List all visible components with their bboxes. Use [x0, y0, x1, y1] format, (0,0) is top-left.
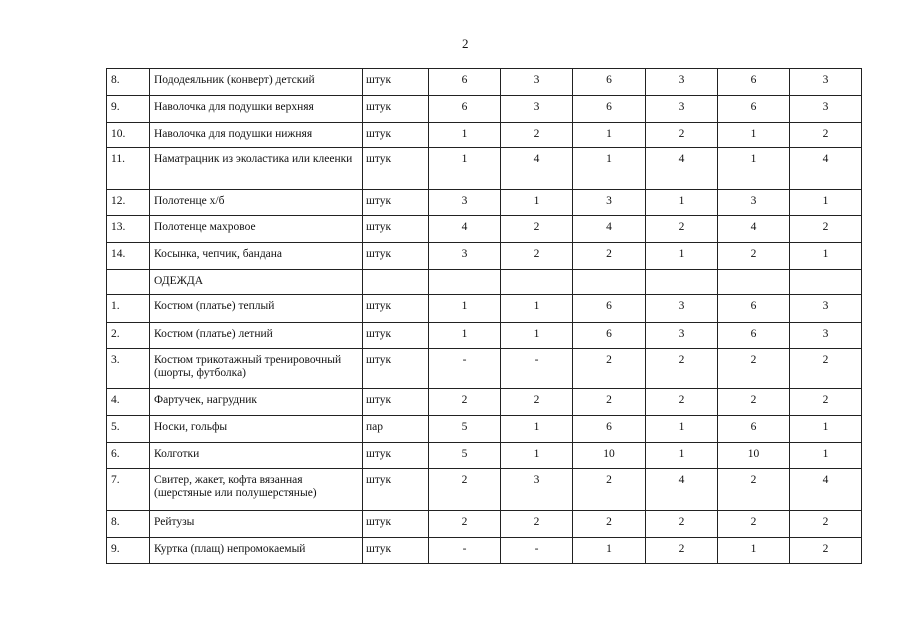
quantity-cell: 1 — [790, 416, 862, 443]
row-number: 1. — [107, 295, 150, 323]
table-row — [107, 416, 862, 443]
quantity-cell: 6 — [718, 416, 790, 443]
quantity-cell: 4 — [501, 148, 573, 190]
row-number — [107, 270, 150, 295]
quantity-cell: 1 — [646, 190, 718, 216]
quantity-cell: 4 — [646, 148, 718, 190]
unit-of-measure: штук — [363, 511, 429, 538]
item-name: Носки, гольфы — [150, 416, 363, 443]
row-number: 8. — [107, 511, 150, 538]
quantity-cell: 1 — [501, 443, 573, 469]
item-name: Костюм (платье) летний — [150, 323, 363, 349]
unit-of-measure — [363, 270, 429, 295]
item-name: ОДЕЖДА — [150, 270, 363, 295]
quantity-cell: 1 — [429, 123, 501, 148]
quantity-cell: 3 — [718, 190, 790, 216]
row-number: 13. — [107, 216, 150, 243]
quantity-cell: 4 — [573, 216, 646, 243]
unit-of-measure: штук — [363, 443, 429, 469]
unit-of-measure: штук — [363, 69, 429, 96]
quantity-cell: 1 — [429, 323, 501, 349]
row-number: 3. — [107, 349, 150, 389]
quantity-cell: 1 — [790, 243, 862, 270]
quantity-cell: 2 — [646, 123, 718, 148]
quantity-cell: 10 — [718, 443, 790, 469]
quantity-cell: 3 — [790, 295, 862, 323]
unit-of-measure: штук — [363, 216, 429, 243]
quantity-cell: 2 — [501, 389, 573, 416]
quantity-cell — [429, 270, 501, 295]
item-name: Свитер, жакет, кофта вязанная (шерстяные или полушерстяные) — [150, 469, 363, 511]
quantity-cell: 3 — [646, 96, 718, 123]
table-row — [107, 96, 862, 123]
table-row — [107, 511, 862, 538]
unit-of-measure: штук — [363, 469, 429, 511]
quantity-cell: 6 — [573, 96, 646, 123]
quantity-cell — [718, 270, 790, 295]
quantity-cell: 6 — [429, 96, 501, 123]
unit-of-measure: штук — [363, 123, 429, 148]
quantity-cell: - — [429, 538, 501, 564]
unit-of-measure: пар — [363, 416, 429, 443]
quantity-cell: 1 — [573, 538, 646, 564]
quantity-cell: 1 — [718, 148, 790, 190]
quantity-cell: 2 — [790, 538, 862, 564]
quantity-cell: 6 — [718, 69, 790, 96]
item-name: Полотенце махровое — [150, 216, 363, 243]
quantity-cell: 6 — [718, 295, 790, 323]
quantity-cell: 10 — [573, 443, 646, 469]
quantity-cell: 6 — [573, 69, 646, 96]
item-name: Колготки — [150, 443, 363, 469]
quantity-cell: 2 — [501, 243, 573, 270]
quantity-cell: 3 — [429, 243, 501, 270]
quantity-cell: 2 — [646, 216, 718, 243]
quantity-cell — [501, 270, 573, 295]
quantity-cell: 2 — [790, 349, 862, 389]
unit-of-measure: штук — [363, 538, 429, 564]
quantity-cell — [790, 270, 862, 295]
row-number: 7. — [107, 469, 150, 511]
unit-of-measure: штук — [363, 243, 429, 270]
unit-of-measure: штук — [363, 148, 429, 190]
unit-of-measure: штук — [363, 96, 429, 123]
quantity-cell: 2 — [718, 511, 790, 538]
quantity-cell: 2 — [646, 389, 718, 416]
item-name: Полотенце х/б — [150, 190, 363, 216]
quantity-cell: 2 — [429, 469, 501, 511]
quantity-cell: 2 — [501, 511, 573, 538]
quantity-cell: 2 — [790, 216, 862, 243]
quantity-cell — [573, 270, 646, 295]
quantity-cell: 1 — [429, 295, 501, 323]
quantity-cell: 2 — [573, 389, 646, 416]
table-row — [107, 389, 862, 416]
quantity-cell — [646, 270, 718, 295]
unit-of-measure: штук — [363, 389, 429, 416]
quantity-cell: 2 — [501, 123, 573, 148]
quantity-cell: 4 — [429, 216, 501, 243]
quantity-cell: 3 — [501, 69, 573, 96]
table-row — [107, 69, 862, 96]
table-row — [107, 323, 862, 349]
table-row — [107, 123, 862, 148]
quantity-cell: 2 — [573, 511, 646, 538]
quantity-cell: 6 — [718, 96, 790, 123]
table-row — [107, 243, 862, 270]
quantity-cell: - — [501, 349, 573, 389]
row-number: 9. — [107, 96, 150, 123]
table-row — [107, 190, 862, 216]
row-number: 14. — [107, 243, 150, 270]
quantity-cell: 6 — [573, 416, 646, 443]
table-row — [107, 538, 862, 564]
quantity-cell: 3 — [646, 295, 718, 323]
quantity-cell: 1 — [501, 190, 573, 216]
unit-of-measure: штук — [363, 190, 429, 216]
item-name: Наволочка для подушки нижняя — [150, 123, 363, 148]
quantity-cell: 3 — [646, 69, 718, 96]
row-number: 6. — [107, 443, 150, 469]
quantity-cell: 5 — [429, 443, 501, 469]
quantity-cell: 2 — [718, 243, 790, 270]
quantity-cell: 2 — [573, 349, 646, 389]
table-row — [107, 295, 862, 323]
quantity-cell: 2 — [573, 469, 646, 511]
row-number: 8. — [107, 69, 150, 96]
row-number: 9. — [107, 538, 150, 564]
quantity-cell: 3 — [790, 323, 862, 349]
table-row — [107, 349, 862, 389]
quantity-cell: 3 — [429, 190, 501, 216]
row-number: 2. — [107, 323, 150, 349]
quantity-cell: 1 — [501, 323, 573, 349]
item-name: Костюм трикотажный тренировочный (шорты, футболка) — [150, 349, 363, 389]
row-number: 5. — [107, 416, 150, 443]
quantity-cell: 1 — [790, 190, 862, 216]
quantity-cell: 2 — [429, 389, 501, 416]
quantity-cell: 2 — [790, 511, 862, 538]
quantity-cell: 2 — [790, 123, 862, 148]
table-row — [107, 443, 862, 469]
unit-of-measure: штук — [363, 349, 429, 389]
item-name: Наматрацник из эколастика или клеенки — [150, 148, 363, 190]
item-name: Куртка (плащ) непромокаемый — [150, 538, 363, 564]
quantity-cell: 2 — [429, 511, 501, 538]
quantity-cell: 3 — [573, 190, 646, 216]
unit-of-measure: штук — [363, 323, 429, 349]
quantity-cell: 1 — [501, 416, 573, 443]
quantity-cell: 2 — [501, 216, 573, 243]
quantity-cell: 2 — [646, 349, 718, 389]
table-body — [107, 69, 862, 564]
quantity-cell: 1 — [718, 538, 790, 564]
quantity-cell: 6 — [718, 323, 790, 349]
quantity-cell: 4 — [718, 216, 790, 243]
item-name: Пододеяльник (конверт) детский — [150, 69, 363, 96]
quantity-cell: 3 — [790, 69, 862, 96]
quantity-cell: 1 — [573, 123, 646, 148]
row-number: 10. — [107, 123, 150, 148]
quantity-cell: - — [429, 349, 501, 389]
quantity-cell: 3 — [646, 323, 718, 349]
quantity-cell: 6 — [573, 295, 646, 323]
quantity-cell: 1 — [646, 243, 718, 270]
quantity-cell: 1 — [501, 295, 573, 323]
row-number: 4. — [107, 389, 150, 416]
item-name: Костюм (платье) теплый — [150, 295, 363, 323]
quantity-cell: 3 — [501, 96, 573, 123]
quantity-cell: 4 — [646, 469, 718, 511]
quantity-cell: 2 — [573, 243, 646, 270]
quantity-cell: 3 — [501, 469, 573, 511]
table-row — [107, 216, 862, 243]
quantity-cell: 6 — [573, 323, 646, 349]
row-number: 12. — [107, 190, 150, 216]
items-table — [106, 68, 862, 564]
item-name: Косынка, чепчик, бандана — [150, 243, 363, 270]
quantity-cell: 4 — [790, 148, 862, 190]
quantity-cell: 2 — [646, 538, 718, 564]
quantity-cell: 2 — [646, 511, 718, 538]
quantity-cell: 6 — [429, 69, 501, 96]
quantity-cell: 2 — [718, 389, 790, 416]
quantity-cell: 5 — [429, 416, 501, 443]
quantity-cell: 2 — [718, 469, 790, 511]
quantity-cell: 1 — [790, 443, 862, 469]
quantity-cell: 1 — [718, 123, 790, 148]
quantity-cell: 1 — [646, 443, 718, 469]
row-number: 11. — [107, 148, 150, 190]
item-name: Рейтузы — [150, 511, 363, 538]
quantity-cell: - — [501, 538, 573, 564]
quantity-cell: 4 — [790, 469, 862, 511]
quantity-cell: 2 — [790, 389, 862, 416]
table-row — [107, 469, 862, 511]
quantity-cell: 1 — [429, 148, 501, 190]
quantity-cell: 1 — [646, 416, 718, 443]
table-row — [107, 270, 862, 295]
quantity-cell: 1 — [573, 148, 646, 190]
page-number: 2 — [462, 36, 469, 51]
item-name: Фартучек, нагрудник — [150, 389, 363, 416]
unit-of-measure: штук — [363, 295, 429, 323]
quantity-cell: 2 — [718, 349, 790, 389]
item-name: Наволочка для подушки верхняя — [150, 96, 363, 123]
table-row — [107, 148, 862, 190]
quantity-cell: 3 — [790, 96, 862, 123]
